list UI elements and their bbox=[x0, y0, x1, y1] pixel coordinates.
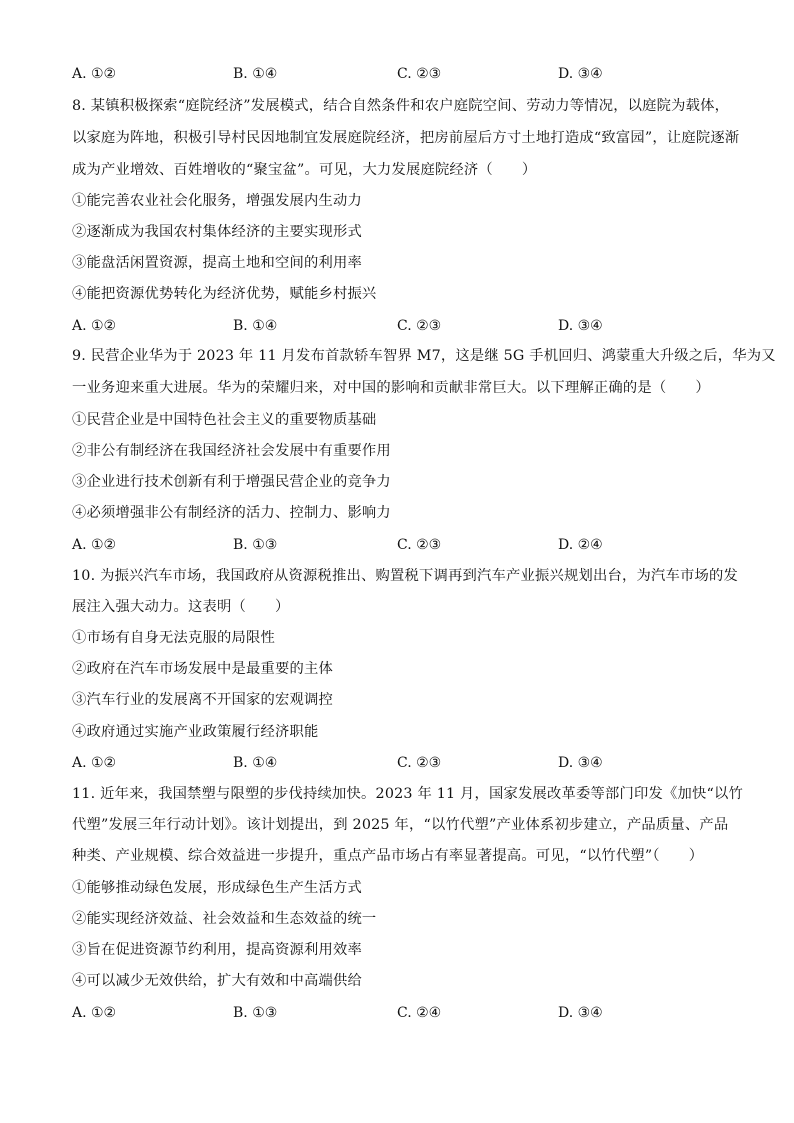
q10-statement-1: ①市场有自身无法克服的局限性 bbox=[72, 630, 275, 646]
q11-statement-4: ④可以减少无效供给，扩大有效和中高端供给 bbox=[72, 973, 362, 989]
q10-stem-line-2: 展注入强大动力。这表明（ ） bbox=[72, 599, 290, 615]
option-a: A. ①② bbox=[72, 66, 117, 82]
q9-options bbox=[72, 535, 732, 555]
q11-stem-line-3: 种类、产业规模、综合效益进一步提升，重点产品市场占有率显著提高。可见，“以竹代塑”（ ） bbox=[72, 848, 704, 864]
q8-options bbox=[72, 316, 732, 336]
q11-stem-line-1: 11. 近年来，我国禁塑与限塑的步伐持续加快。2023 年 11 月，国家发展改革委等部门印发《加快“以竹 bbox=[72, 786, 743, 802]
option-b: B. ①③ bbox=[233, 1005, 278, 1021]
option-b: B. ①③ bbox=[233, 537, 278, 553]
q9-statement-2: ②非公有制经济在我国经济社会发展中有重要作用 bbox=[72, 443, 391, 459]
q10-stem-line-1: 10. 为振兴汽车市场，我国政府从资源税推出、购置税下调再到汽车产业振兴规划出台，为汽车市场的发 bbox=[72, 568, 738, 584]
option-d: D. ③④ bbox=[558, 755, 603, 771]
q11-statement-1: ①能够推动绿色发展，形成绿色生产生活方式 bbox=[72, 880, 362, 896]
q10-statement-2: ②政府在汽车市场发展中是最重要的主体 bbox=[72, 661, 333, 677]
option-b: B. ①④ bbox=[233, 318, 278, 334]
q8-statement-1: ①能完善农业社会化服务，增强发展内生动力 bbox=[72, 193, 362, 209]
option-b: B. ①④ bbox=[233, 755, 278, 771]
option-d: D. ②④ bbox=[558, 537, 603, 553]
q8-statement-2: ②逐渐成为我国农村集体经济的主要实现形式 bbox=[72, 224, 362, 240]
q9-statement-3: ③企业进行技术创新有利于增强民营企业的竞争力 bbox=[72, 474, 391, 490]
q9-stem-line-1: 9. 民营企业华为于 2023 年 11 月发布首款轿车智界 M7，这是继 5G 手机回归、鸿蒙重大升级之后，华为又 bbox=[72, 348, 776, 364]
q11-stem-line-2: 代塑”发展三年行动计划》。该计划提出，到 2025 年，“以竹代塑”产业体系初步建立，产品质量、产品 bbox=[72, 817, 729, 833]
option-a: A. ①② bbox=[72, 318, 117, 334]
option-d: D. ③④ bbox=[558, 318, 603, 334]
q11-statement-3: ③旨在促进资源节约利用，提高资源利用效率 bbox=[72, 942, 362, 958]
q11-options bbox=[72, 1003, 732, 1023]
q10-options bbox=[72, 753, 732, 773]
option-c: C. ②④ bbox=[397, 1005, 442, 1021]
q8-stem-line-2: 以家庭为阵地，积极引导村民因地制宜发展庭院经济，把房前屋后方寸土地打造成“致富园”，让庭院逐渐 bbox=[72, 130, 740, 146]
q9-stem-line-2: 一业务迎来重大进展。华为的荣耀归来，对中国的影响和贡献非常巨大。以下理解正确的是（ ） bbox=[72, 380, 710, 396]
prev-question-options bbox=[72, 64, 732, 84]
q8-statement-4: ④能把资源优势转化为经济优势，赋能乡村振兴 bbox=[72, 286, 377, 302]
option-c: C. ②③ bbox=[397, 318, 442, 334]
q8-statement-3: ③能盘活闲置资源，提高土地和空间的利用率 bbox=[72, 255, 362, 271]
option-c: C. ②③ bbox=[397, 537, 442, 553]
option-c: C. ②③ bbox=[397, 66, 442, 82]
q10-statement-4: ④政府通过实施产业政策履行经济职能 bbox=[72, 724, 319, 740]
q8-stem-line-3: 成为产业增效、百姓增收的“聚宝盆”。可见，大力发展庭院经济（ ） bbox=[72, 162, 537, 178]
option-a: A. ①② bbox=[72, 755, 117, 771]
q11-statement-2: ②能实现经济效益、社会效益和生态效益的统一 bbox=[72, 911, 377, 927]
option-a: A. ①② bbox=[72, 1005, 117, 1021]
option-a: A. ①② bbox=[72, 537, 117, 553]
q9-statement-4: ④必须增强非公有制经济的活力、控制力、影响力 bbox=[72, 505, 391, 521]
q9-statement-1: ①民营企业是中国特色社会主义的重要物质基础 bbox=[72, 412, 377, 428]
q10-statement-3: ③汽车行业的发展离不开国家的宏观调控 bbox=[72, 692, 333, 708]
option-d: D. ③④ bbox=[558, 66, 603, 82]
option-c: C. ②③ bbox=[397, 755, 442, 771]
option-d: D. ③④ bbox=[558, 1005, 603, 1021]
option-b: B. ①④ bbox=[233, 66, 278, 82]
q8-stem-line-1: 8. 某镇积极探索“庭院经济”发展模式，结合自然条件和农户庭院空间、劳动力等情况，以庭院为载体， bbox=[72, 98, 730, 114]
